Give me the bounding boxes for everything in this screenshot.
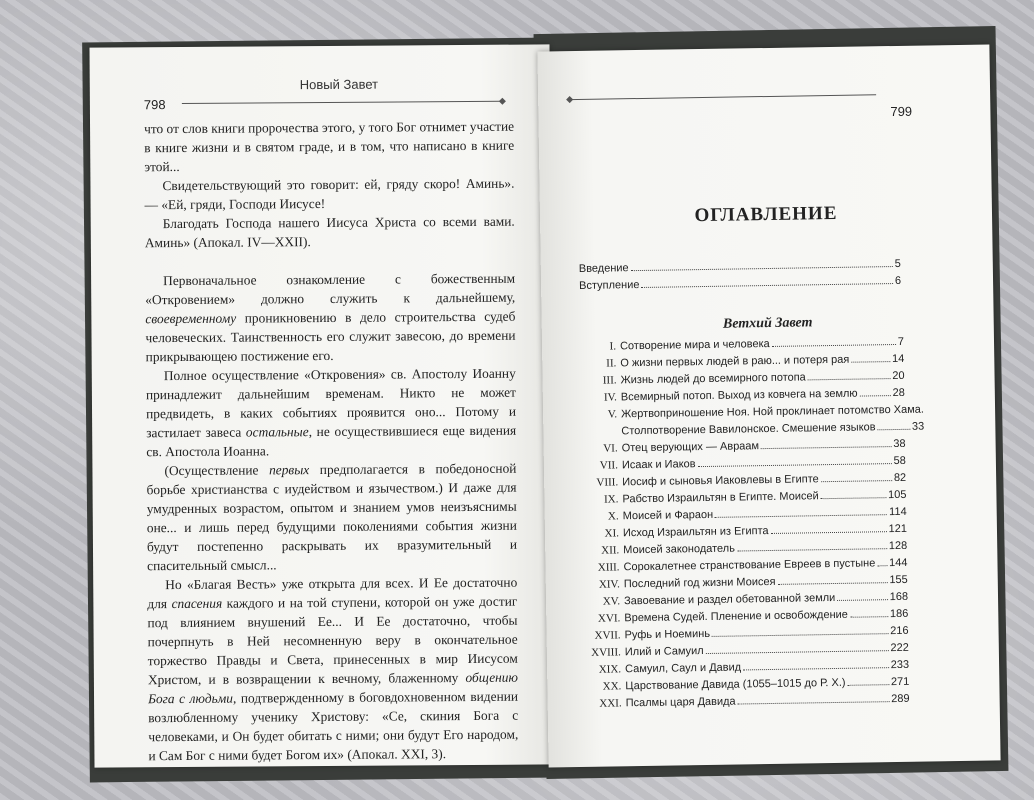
toc-row: [626, 691, 910, 712]
text-segment: (Осуществление: [164, 462, 270, 479]
toc-page-number: 168: [889, 590, 909, 604]
chapter-number: XII.: [601, 544, 620, 557]
leader-dots: [848, 684, 889, 686]
chapter-number: V.: [607, 408, 618, 421]
italic-text: спасения: [171, 595, 223, 612]
toc-entry-title: Моисей законодатель: [623, 542, 735, 557]
chapter-number: VI.: [603, 442, 618, 455]
toc-page-number: 7: [897, 335, 905, 348]
toc-page-number: 33: [911, 420, 925, 433]
toc-page-number: 58: [893, 454, 906, 468]
toc-page-number: 6: [894, 274, 902, 288]
leader-dots: [738, 701, 890, 704]
toc-entry-title: Столпотворение Вавилонское. Смешение языков: [621, 421, 876, 438]
leader-dots: [850, 616, 888, 618]
italic-text: своевременному: [145, 310, 237, 327]
paragraph: [147, 573, 518, 766]
toc-entry-title: Сотворение мира и человека: [619, 337, 770, 353]
leader-dots: [860, 395, 891, 396]
left-page: [89, 44, 554, 767]
text-segment: предполагается в победоносной борьбе христианства с иудейством и язычеством.) И даже для умудренных возрастом, опытом и знанием умов неизъяснимы оне... и лишь перед будущими поколениями события жизни будут постепенно раскрывать их вразумительный и спасительный смысл...: [146, 460, 518, 574]
toc-entry-title: Исаак и Иаков: [621, 458, 696, 472]
chapter-number: VII.: [599, 459, 619, 472]
chapter-number: XI.: [604, 527, 620, 540]
toc-page-number: 114: [889, 505, 907, 519]
text-segment: Полное осуществление «Откровения» св. Апостолу Иоанну принадлежит дальнейшим временам. Никто не может предвидеть, в каких событиях проявится оно... Потому и застилает завеса: [145, 365, 517, 441]
paragraph: [144, 174, 514, 215]
toc-page-number: 105: [887, 488, 907, 502]
paragraph: [145, 212, 515, 253]
chapter-number: VIII.: [596, 476, 619, 489]
toc-entry-title: Руфь и Ноеминь: [624, 627, 711, 642]
paragraph: [145, 269, 516, 367]
text-segment: Благодать Господа нашего Иисуса Христа со всеми вами. Аминь» (Апокал. IV—XXII).: [144, 213, 515, 251]
text-segment: Свидетельствующий это говорит: ей, гряду скоро! Аминь». — «Ей, гряди, Господи Иисусе!: [144, 175, 515, 213]
text-segment: проникновению в дело строительства судеб человеческих. Таинственность его служит завесою, до времени прикрывающею постижение его.: [145, 308, 516, 365]
toc-entry-title: Илий и Самуил: [624, 645, 704, 659]
toc-page-number: 20: [892, 369, 905, 383]
chapter-number: XVI.: [597, 612, 621, 625]
chapter-number: XVII.: [594, 629, 621, 642]
toc-page-number: 128: [888, 539, 908, 553]
toc-entry-title: Псалмы царя Давида: [625, 695, 736, 710]
chapter-number: III.: [602, 374, 617, 387]
toc-entry-title: Исход Израильтян из Египта: [622, 525, 769, 540]
leader-dots: [743, 667, 889, 670]
toc-entry-title: Жертвоприношение Ноя. Ной проклинает потомство Хама.: [621, 403, 924, 421]
chapter-number: II.: [606, 357, 617, 370]
toc-page-number: 28: [892, 386, 905, 400]
chapter-number: XXI.: [599, 697, 622, 710]
leader-dots: [712, 633, 888, 637]
toc-entry-title: Самуил, Саул и Давид: [625, 661, 742, 676]
text-segment: Но «Благая Весть» уже открыта для всех. И Ее достаточно для: [147, 574, 518, 612]
toc-title: ОГЛАВЛЕНИЕ: [694, 202, 838, 227]
chapter-number: XVIII.: [591, 646, 621, 659]
paragraph: [146, 364, 517, 462]
leader-dots: [698, 463, 892, 467]
header-rule-left: [182, 101, 502, 104]
toc-page-number: 38: [893, 437, 906, 451]
leader-dots: [837, 599, 887, 601]
leader-dots: [715, 514, 887, 518]
leader-dots: [772, 344, 896, 347]
text-segment: Первоначальное ознакомление с божественным «Откровением» должно служить к дальнейшему,: [145, 270, 516, 308]
toc-entry-title: Времена Судей. Пленение и освобождение: [624, 608, 848, 625]
toc-page-number: 5: [894, 257, 901, 271]
chapter-number: XX.: [602, 680, 622, 693]
leader-dots: [878, 429, 910, 431]
toc-entries: [568, 334, 925, 713]
leader-dots: [706, 650, 889, 654]
toc-entry-title: Всемирный потоп. Выход из ковчега на землю: [620, 387, 858, 404]
paragraph: [144, 117, 514, 177]
toc-entry-title: Последний год жизни Моисея: [623, 575, 776, 591]
toc-page-number: 233: [890, 658, 910, 672]
chapter-number: IV.: [603, 391, 617, 404]
toc-entry-body: [621, 402, 924, 441]
toc-entry-title: Сорокалетнее странствование Евреев в пустыне: [623, 557, 876, 574]
toc-entry-title: Иосиф и сыновья Иаковлевы в Египте: [622, 473, 819, 489]
page-number-right: 799: [890, 103, 913, 120]
chapter-number: X.: [607, 510, 619, 523]
leader-dots: [761, 446, 891, 449]
page-number-left: 798: [143, 97, 166, 113]
toc-page-number: 216: [890, 624, 909, 638]
toc-entry-title: Рабство Израильтян в Египте. Моисей: [622, 490, 819, 506]
toc-intro-list: [579, 256, 901, 295]
leader-dots: [877, 565, 887, 566]
leader-dots: [771, 531, 887, 534]
header-rule-right: [570, 94, 876, 100]
toc-page-number: 155: [889, 573, 908, 587]
toc-page-number: 271: [890, 675, 910, 689]
toc-page-number: 186: [889, 607, 909, 621]
toc-entry-title: Жизнь людей до всемирного потопа: [620, 371, 806, 387]
toc-page-number: 82: [893, 471, 907, 485]
leader-dots: [631, 266, 893, 271]
text-segment: , подтвержденному в боговдохновенном видении возлюбленному ученику Христову: «Се, скиния Бога с человеками, и Он будет обитать с ними; они будут Его народом, и Сам Бог с ними будет Богом их» (Апокал. XXI, 3).: [148, 688, 519, 764]
leader-dots: [808, 378, 891, 380]
toc-entry: [569, 402, 925, 441]
leader-dots: [641, 283, 893, 288]
paragraph: [146, 459, 517, 576]
text-segment: что от слов книги пророчества этого, у того Бог отнимет участие в книге жизни и в святом граде, и в том, что написано в книге этой...: [144, 118, 515, 175]
right-page: [537, 44, 1000, 767]
chapter-number: XIV.: [598, 578, 620, 591]
toc-page-number: 14: [891, 352, 905, 366]
chapter-number: I.: [609, 340, 617, 353]
running-title: Новый Завет: [299, 76, 379, 93]
toc-section-title: Ветхий Завет: [722, 315, 813, 332]
italic-text: остальные: [245, 424, 309, 440]
toc-entry-body: [626, 691, 910, 712]
toc-entry-title: Моисей и Фараон: [622, 508, 714, 523]
toc-entry-title: Вступление: [578, 279, 640, 292]
chapter-number: XIX.: [598, 663, 622, 676]
text-segment: каждого и на той ступени, которой он уже достиг под влиянием внушений Ее... И Ее достаточно, чтобы почерпнуть в Ней несомненную веру в окончательное торжество Правды и Света, принесенных в мир Иисусом Христом, и в возвращении к вечному, блаженному: [147, 593, 518, 688]
toc-page-number: 144: [889, 556, 908, 570]
toc-page-number: 289: [891, 692, 910, 706]
toc-entry-title: Отец верующих — Авраам: [621, 440, 760, 455]
leader-dots: [737, 548, 887, 551]
italic-text: первых: [268, 462, 310, 478]
toc-entry-title: Завоевание и раздел обетованной земли: [623, 591, 836, 608]
chapter-number: XIII.: [597, 561, 620, 574]
toc-row: [579, 273, 901, 295]
leader-dots: [851, 361, 890, 363]
paragraph: [145, 250, 515, 272]
toc-entry-title: Царствование Давида (1055–1015 до Р. Х.): [625, 676, 846, 693]
toc-page-number: 222: [890, 641, 909, 655]
toc-page-number: 121: [888, 522, 908, 536]
leader-dots: [821, 480, 892, 482]
leader-dots: [821, 497, 886, 499]
italic-text: общению Бога с людьми: [147, 669, 518, 707]
toc-entry-title: О жизни первых людей в раю... и потеря рая: [620, 353, 850, 370]
chapter-number: XV.: [602, 595, 621, 608]
toc-entry-title: Введение: [578, 262, 629, 275]
text-segment: , не осуществившиеся еще видения св. Апостола Иоанна.: [146, 422, 517, 460]
chapter-number: IX.: [603, 493, 619, 506]
left-page-body: [144, 117, 519, 766]
leader-dots: [778, 582, 888, 585]
